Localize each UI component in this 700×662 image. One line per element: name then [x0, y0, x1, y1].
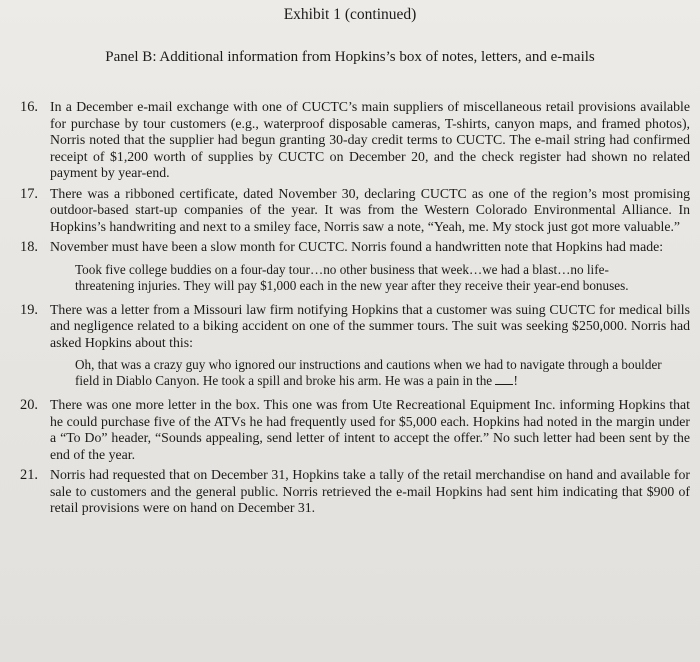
item-body — [50, 239, 690, 298]
item-text: Norris had requested that on December 31, Hopkins take a tally of the retail merchandise on hand and available for sale to customers and the general public. Norris retrieved the e-mail Hopkins had sent him indicating that $900 of retail provisions were on hand on December 31. — [50, 467, 690, 515]
item-number: 17. — [20, 185, 38, 202]
item-text: November must have been a slow month for CUCTC. Norris found a handwritten note that Hopkins had made: — [50, 239, 664, 254]
item-number: 18. — [20, 239, 38, 255]
item-number: 21. — [20, 467, 38, 483]
item-number: 20. — [20, 397, 38, 413]
item-number: 16. — [20, 99, 38, 115]
item-body — [50, 302, 690, 394]
panel-title: Panel B: Additional information from Hopkins’s box of notes, letters, and e-mails — [105, 49, 595, 65]
list-item-19 — [20, 302, 690, 394]
list-item-20 — [20, 397, 690, 463]
item-body — [50, 467, 690, 517]
item-body — [50, 397, 690, 463]
numbered-list — [20, 99, 690, 521]
hopkins-reply-quote — [75, 357, 668, 389]
item-text: There was a ribboned certificate, dated November 30, declaring CUCTC as one of the region’s most promising outdoor-based start-up companies of the year. It was from the Western Colorado Environmental Alliance. In Hopkins’s handwriting and next to a smiley face, Norris saw a note, “Yeah, me. My stock just got more valuable.” — [50, 185, 690, 234]
item-body — [50, 99, 690, 182]
item-number: 19. — [20, 301, 38, 318]
quote-end: ! — [513, 373, 518, 388]
item-text: In a December e-mail exchange with one of CUCTC’s main suppliers of miscellaneous retail provisions available for purchase by tour customers (e.g., waterproof disposable cameras, T-shirts, canyon maps, and framed photos), Norris noted that the supplier had begun granting 30-day credit terms to CUCTC. The e-mail string had confirmed receipt of $1,200 worth of supplies by CUCTC on December 20, and the check register had shown no related payment by year-end. — [50, 99, 690, 180]
item-text: There was one more letter in the box. This one was from Ute Recreational Equipment Inc. informing Hopkins that he could purchase five of the ATVs he had frequently used for $5,000 each. Hopkins had noted in the margin under a “To Do” header, “Sounds appealing, send letter of intent to accept the offer.” No such letter had been sent by the end of the year. — [50, 397, 690, 462]
quote-text: Oh, that was a crazy guy who ignored our instructions and cautions when we had to navigate through a boulder field in Diablo Canyon. He took a spill and broke his arm. He was a pain in the — [75, 357, 662, 388]
handwritten-note-quote: Took five college buddies on a four-day tour…no other business that week…we had a blast…no life-threatening injuries. They will pay $1,000 each in the new year after they receive their year-end bonuses. — [75, 261, 629, 293]
item-body — [50, 186, 690, 236]
exhibit-title: Exhibit 1 (continued) — [283, 6, 417, 23]
blank-line — [495, 373, 513, 385]
list-item-16 — [20, 99, 690, 182]
list-item-18 — [20, 239, 690, 298]
item-text: There was a letter from a Missouri law firm notifying Hopkins that a customer was suing CUCTC for medical bills and negligence related to a biking accident on one of the summer tours. The suit was seeking $250,000. Norris had asked Hopkins about this: — [50, 301, 690, 350]
list-item-17 — [20, 186, 690, 236]
list-item-21 — [20, 467, 690, 517]
